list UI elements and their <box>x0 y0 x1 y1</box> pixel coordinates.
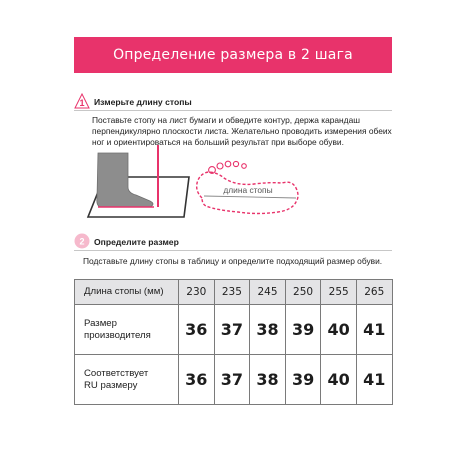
foot-length-header: Длина стопы (мм) <box>75 280 179 305</box>
length-cell: 230 <box>179 280 215 305</box>
manufacturer-size-header: Размер производителя <box>75 305 179 355</box>
footprint-outline-illustration <box>188 158 318 222</box>
step-2-divider <box>74 250 392 251</box>
step-2-badge-icon <box>74 233 90 249</box>
size-cell: 38 <box>250 305 286 355</box>
step-2-number: 2 <box>79 236 85 247</box>
size-cell: 40 <box>321 355 357 405</box>
step-1-title: Измерьте длину стопы <box>94 97 192 107</box>
length-cell: 265 <box>356 280 392 305</box>
size-cell: 40 <box>321 305 357 355</box>
step-1-number: 1 <box>79 98 85 109</box>
foot-on-paper-illustration <box>84 143 194 223</box>
ru-size-header: Соответствует RU размеру <box>75 355 179 405</box>
size-cell: 41 <box>356 305 392 355</box>
size-cell: 39 <box>285 305 321 355</box>
foot-length-label: длина стопы <box>223 185 273 195</box>
length-cell: 235 <box>214 280 250 305</box>
step-2-description: Подставьте длину стопы в таблицу и определите подходящий размер обуви. <box>83 256 383 266</box>
length-cell: 255 <box>321 280 357 305</box>
table-row <box>75 355 393 405</box>
size-cell: 37 <box>214 355 250 405</box>
size-cell: 36 <box>179 305 215 355</box>
size-cell: 36 <box>179 355 215 405</box>
size-table <box>74 279 393 405</box>
size-cell: 37 <box>214 305 250 355</box>
step-2-title: Определите размер <box>94 237 179 247</box>
table-row <box>75 305 393 355</box>
step-1-line: Поставьте стопу на лист бумаги и обведите контур, держа карандаш <box>92 115 360 125</box>
size-cell: 39 <box>285 355 321 405</box>
length-cell: 245 <box>250 280 286 305</box>
step-1-divider <box>74 110 392 111</box>
size-cell: 38 <box>250 355 286 405</box>
step-1-badge-icon <box>74 93 90 109</box>
length-cell: 250 <box>285 280 321 305</box>
title-banner <box>74 37 392 73</box>
step-1-line: перпендикулярно плоскости листа. Желательно проводить измерения обеих <box>92 126 392 136</box>
size-cell: 41 <box>356 355 392 405</box>
table-header-row <box>75 280 393 305</box>
page-title: Определение размера в 2 шага <box>113 47 353 63</box>
step-1-line: ног и ориентироваться на больший результат при выборе обуви. <box>92 137 344 147</box>
